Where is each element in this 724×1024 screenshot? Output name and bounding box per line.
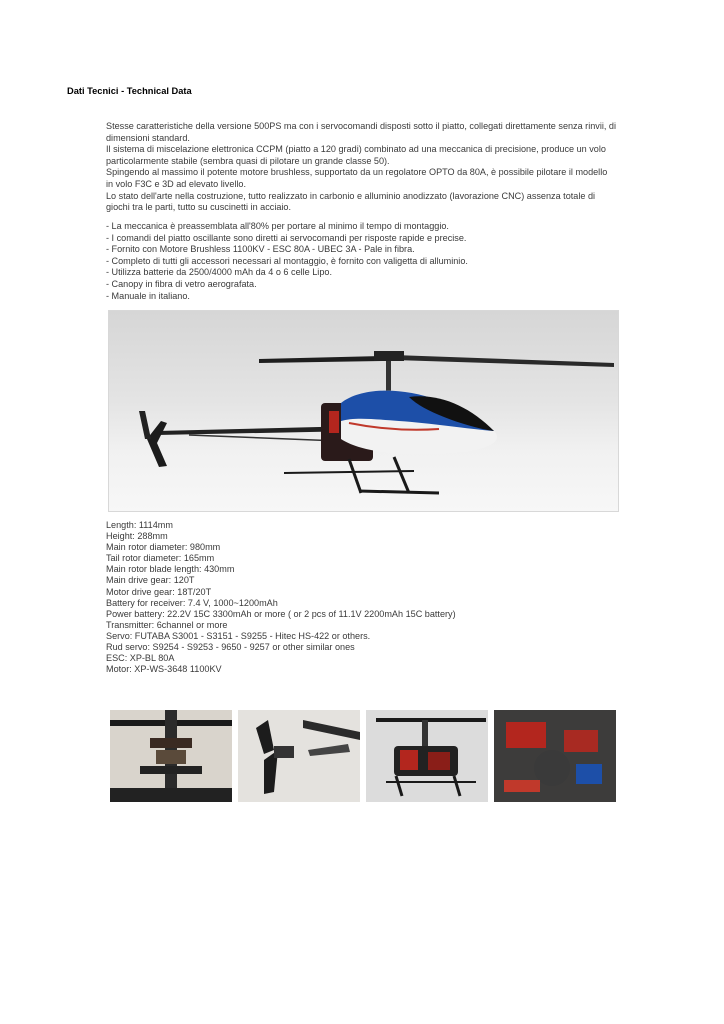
feature-item: - La meccanica è preassemblata all'80% per portare al minimo il tempo di montaggio. (106, 221, 449, 231)
spec-line: Servo: FUTABA S3001 - S3151 - S9255 - Hitec HS-422 or others. (106, 630, 371, 641)
spec-line: Main drive gear: 120T (106, 575, 195, 586)
feature-item: - Canopy in fibra di vetro aerografata. (106, 278, 257, 289)
helicopter-photo (108, 310, 619, 512)
intro-paragraph: Lo stato dell'arte nella costruzione, tutto realizzato in carbonio e alluminio anodizzato (lavorazione CNC) assenza totale di giochi tra le parti, tutto su cuscinetti in acciaio. (106, 190, 596, 213)
rotor-head-photo (110, 710, 232, 802)
feature-list (106, 221, 616, 302)
spec-line: Transmitter: 6channel or more (106, 619, 228, 630)
spec-line: Battery for receiver: 7.4 V, 1000~1200mAh (106, 597, 278, 608)
spec-line: Motor: XP-WS-3648 1100KV (106, 664, 222, 675)
feature-item: - I comandi del piatto oscillante sono diretti ai servocomandi per risposte rapide e precise. (106, 232, 467, 243)
tail-rotor-photo (238, 710, 360, 802)
feature-item: - Fornito con Motore Brushless 1100KV - ESC 80A - UBEC 3A - Pale in fibra. (106, 244, 415, 255)
feature-item: - Completo di tutti gli accessori necessari al montaggio, è fornito con valigetta di alluminio. (106, 255, 468, 266)
feature-item: - Utilizza batterie da 2500/4000 mAh da 4 o 6 celle Lipo. (106, 267, 332, 278)
spec-line: Length: 1114mm (106, 520, 173, 530)
spec-line: Height: 288mm (106, 531, 168, 542)
spec-line: Main rotor diameter: 980mm (106, 542, 221, 553)
section-heading: Dati Tecnici - Technical Data (67, 86, 192, 96)
detail-photo-strip (110, 710, 616, 802)
intro-paragraph: Spingendo al massimo il potente motore brushless, supportato da un regolatore OPTO da 80A, è possibile pilotare il modello in volo F3C e 3D ad elevato livello. (106, 167, 608, 189)
spec-line: Tail rotor diameter: 165mm (106, 553, 215, 564)
spec-line: Rud servo: S9254 - S9253 - 9650 - 9257 or other similar ones (106, 642, 355, 653)
spec-line: ESC: XP-BL 80A (106, 653, 175, 664)
spec-line: Power battery: 22.2V 15C 3300mAh or more ( or 2 pcs of 11.1V 2200mAh 15C battery) (106, 608, 456, 619)
technical-specs (106, 520, 626, 675)
intro-paragraph: Il sistema di miscelazione elettronica CCPM (piatto a 120 gradi) combinato ad una meccanica di precisione, produce un volo particolarmente stabile (sembra quasi di pilotare un grande classe 50). (106, 144, 606, 166)
intro-text (106, 121, 616, 214)
feature-item: - Manuale in italiano. (106, 290, 190, 301)
electronics-photo (494, 710, 616, 802)
mechanics-photo (366, 710, 488, 802)
intro-paragraph: Stesse caratteristiche della versione 500PS ma con i servocomandi disposti sotto il piatto, collegati direttamente senza rinvii, di dimensioni standard. (106, 121, 617, 143)
spec-line: Motor drive gear: 18T/20T (106, 586, 212, 597)
spec-line: Main rotor blade length: 430mm (106, 564, 235, 575)
